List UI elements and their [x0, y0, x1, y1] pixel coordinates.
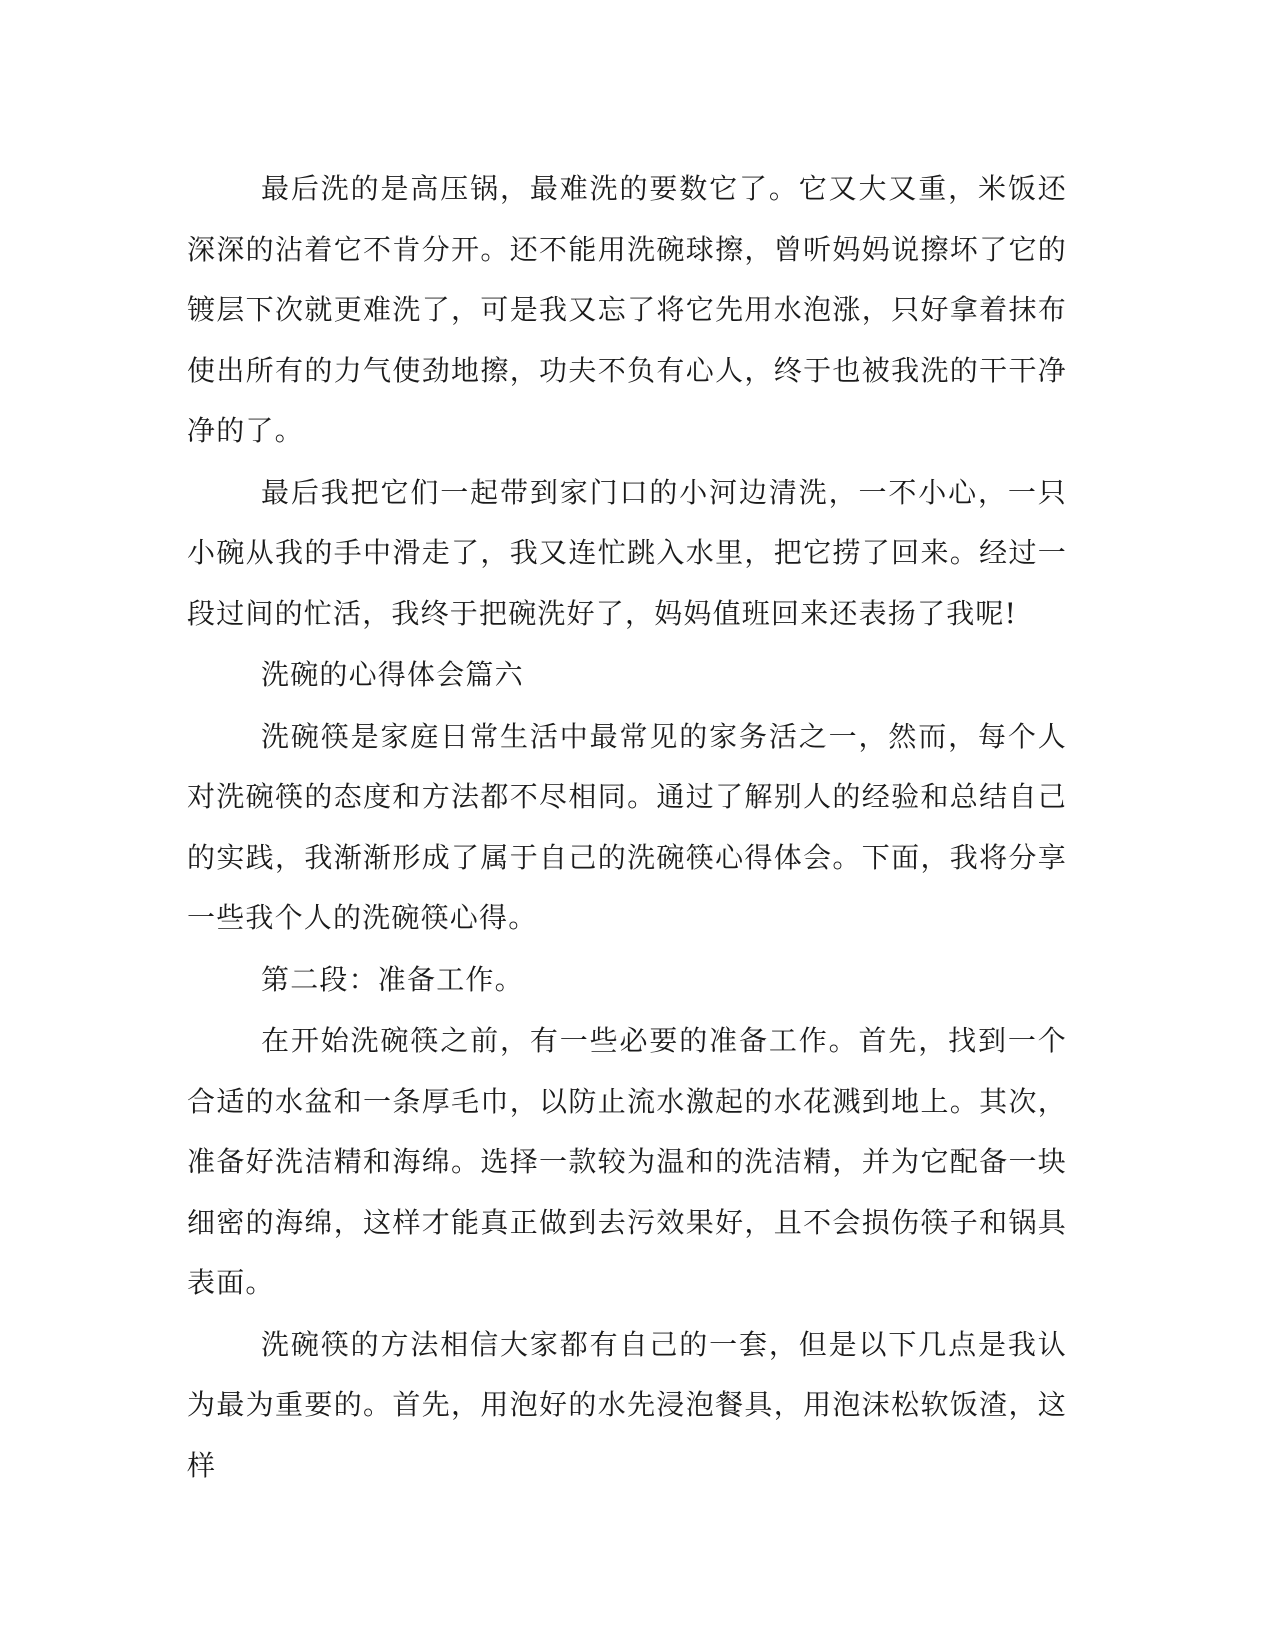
document-body [187, 159, 1067, 1496]
section-heading-preparation: 第二段：准备工作。 [261, 962, 524, 996]
paragraph-river-wash: 最后我把它们一起带到家门口的小河边清洗，一不小心，一只小碗从我的手中滑走了，我又连忙跳入水里，把它捞了回来。经过一段过间的忙活，我终于把碗洗好了，妈妈值班回来还表扬了我呢! [187, 475, 1067, 630]
paragraph-method: 洗碗筷的方法相信大家都有自己的一套，但是以下几点是我认为最为重要的。首先，用泡好的水先浸泡餐具，用泡沫松软饭渣，这样 [187, 1327, 1067, 1482]
section-heading-part-six: 洗碗的心得体会篇六 [261, 658, 524, 691]
paragraph-intro: 洗碗筷是家庭日常生活中最常见的家务活之一，然而，每个人对洗碗筷的态度和方法都不尽相同。通过了解别人的经验和总结自己的实践，我渐渐形成了属于自己的洗碗筷心得体会。下面，我将分享一些我个人的洗碗筷心得。 [187, 719, 1067, 934]
paragraph-pressure-cooker: 最后洗的是高压锅，最难洗的要数它了。它又大又重，米饭还深深的沾着它不肯分开。还不能用洗碗球擦，曾听妈妈说擦坏了它的镀层下次就更难洗了，可是我又忘了将它先用水泡涨，只好拿着抹布使出所有的力气使劲地擦，功夫不负有心人，终于也被我洗的干干净净的了。 [187, 172, 1067, 447]
paragraph-preparation: 在开始洗碗筷之前，有一些必要的准备工作。首先，找到一个合适的水盆和一条厚毛巾，以防止流水激起的水花溅到地上。其次，准备好洗洁精和海绵。选择一款较为温和的洗洁精，并为它配备一块细密的海绵，这样才能真正做到去污效果好，且不会损伤筷子和锅具表面。 [187, 1024, 1067, 1299]
